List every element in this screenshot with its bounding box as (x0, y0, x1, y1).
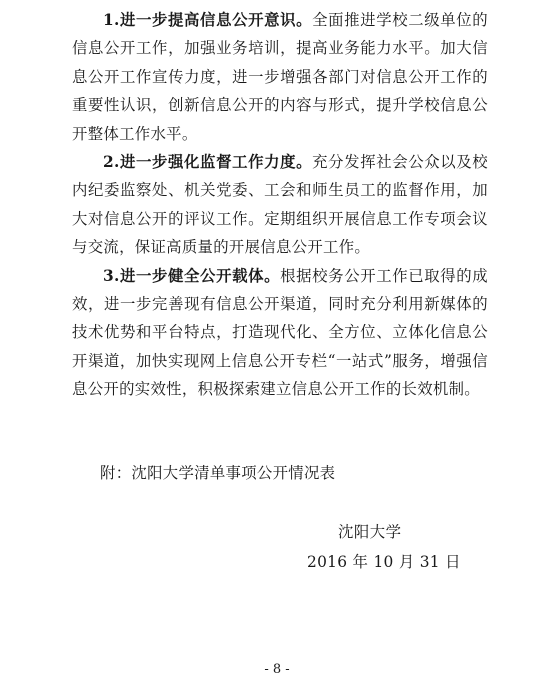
paragraph-2 (72, 148, 488, 262)
paragraph-1-text: 全面推进学校二级单位的信息公开工作，加强业务培训，提高业务能力水平。加大信息公开工作宣传力度，进一步增强各部门对信息公开工作的重要性认识，创新信息公开的内容与形式，提升学校信息公开整体工作水平。 (72, 11, 488, 143)
paragraph-3-heading: 3.进一步健全公开载体。 (103, 266, 281, 285)
paragraph-1 (72, 6, 488, 148)
page-number: - 8 - (264, 662, 290, 677)
paragraph-1-heading: 1.进一步提高信息公开意识。 (103, 11, 313, 29)
paragraph-2-text: 充分发挥社会公众以及校内纪委监察处、机关党委、工会和师生员工的监督作用，加大对信息公开的评议工作。定期组织开展信息工作专项会议与交流，保证高质量的开展信息公开工作。 (72, 153, 488, 257)
signature-date: 2016 年 10 月 31 日 (307, 553, 461, 571)
paragraph-2-heading: 2.进一步强化监督工作力度。 (103, 153, 313, 172)
attachment-note: 附：沈阳大学清单事项公开情况表 (100, 464, 336, 482)
signature-organization: 沈阳大学 (338, 523, 402, 541)
paragraph-3 (72, 262, 488, 404)
document-body (72, 6, 488, 404)
paragraph-3-text: 根据校务公开工作已取得的成效，进一步完善现有信息公开渠道，同时充分利用新媒体的技术优势和平台特点，打造现代化、全方位、立体化信息公开渠道，加快实现网上信息公开专栏“一站式”服务，增强信息公开的实效性，积极探索建立信息公开工作的长效机制。 (72, 266, 488, 399)
